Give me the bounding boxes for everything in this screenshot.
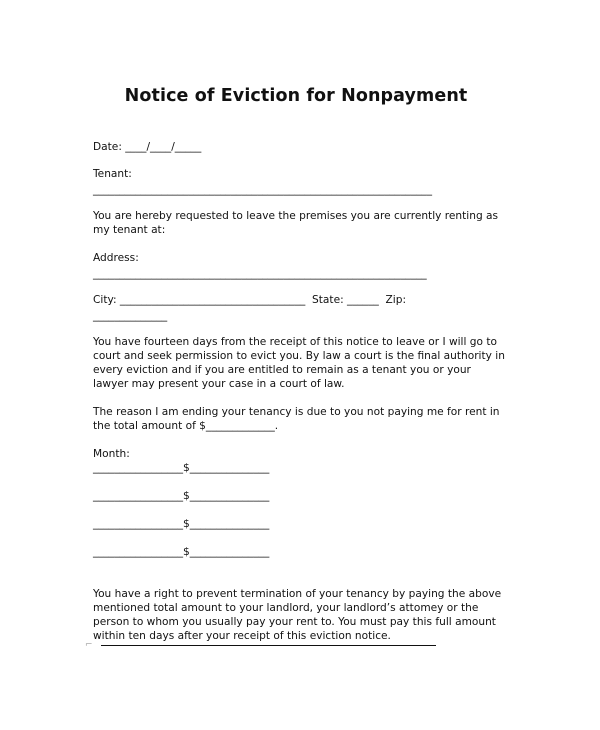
month-row: _________________$_______________ [93, 462, 270, 474]
month-label: Month: [93, 448, 130, 460]
city-state-zip-line: City: ___________________________________ State: ______ Zip: [93, 294, 407, 306]
month-row: _________________$_______________ [93, 518, 270, 530]
paragraph-line: person to whom you usually pay your rent to. You must pay this full amount [93, 616, 496, 628]
month-row: _________________$_______________ [93, 546, 270, 558]
paragraph-line: The reason I am ending your tenancy is due to you not paying me for rent in [93, 406, 500, 418]
month-row: _________________$_______________ [93, 490, 270, 502]
signature-line [101, 645, 436, 646]
paragraph-line: court and seek permission to evict you. By law a court is the final authority in [93, 350, 505, 362]
paragraph-line: the total amount of $_____________. [93, 420, 279, 432]
reason-paragraph [93, 405, 513, 433]
paragraph-line: my tenant at: [93, 224, 166, 236]
document-title: Notice of Eviction for Nonpayment [124, 86, 468, 106]
paragraph-line: mentioned total amount to your landlord, your landlord’s attomey or the [93, 602, 479, 614]
paragraph-line: lawyer may present your case in a court of law. [93, 378, 345, 390]
date-line: Date: ____/____/_____ [93, 141, 202, 153]
tenant-blank: ________________________________________________________________ [93, 184, 432, 196]
paragraph-line: You have a right to prevent termination of your tenancy by paying the above [93, 588, 502, 600]
address-label: Address: [93, 252, 139, 264]
address-blank: _______________________________________________________________ [93, 268, 427, 280]
paragraph-marker-icon: ⌐ [85, 640, 93, 650]
notice-paragraph [93, 335, 513, 391]
paragraph-line: within ten days after your receipt of this eviction notice. [93, 630, 391, 642]
paragraph-line: every eviction and if you are entitled to remain as a tenant you or your [93, 364, 471, 376]
tenant-label: Tenant: [93, 168, 132, 180]
paragraph-line: You are hereby requested to leave the premises you are currently renting as [93, 210, 499, 222]
paragraph-line: You have fourteen days from the receipt of this notice to leave or I will go to [93, 336, 498, 348]
zip-blank: ______________ [93, 310, 168, 322]
rights-paragraph [93, 587, 513, 643]
request-paragraph [93, 209, 513, 237]
